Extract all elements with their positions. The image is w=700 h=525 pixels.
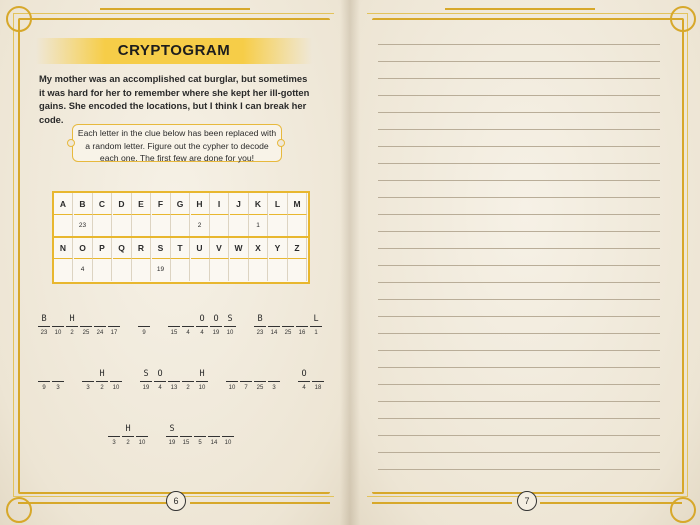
answer-letter: H (199, 369, 205, 379)
answer-line (196, 326, 208, 327)
letter-slot[interactable] (38, 368, 50, 400)
top-ornament-left (100, 8, 250, 20)
cipher-code-cell[interactable] (171, 215, 190, 237)
cipher-code-cell[interactable]: 4 (74, 259, 93, 281)
cipher-word (138, 313, 152, 347)
answer-letter (52, 368, 64, 380)
ruled-line[interactable] (378, 299, 660, 300)
ruled-line[interactable] (378, 469, 660, 470)
answer-line (38, 381, 50, 382)
code-number: 10 (226, 330, 234, 336)
code-number: 10 (228, 385, 236, 391)
code-number: 2 (100, 385, 104, 391)
ruled-line[interactable] (378, 163, 660, 164)
answer-line (122, 436, 134, 437)
answer-line (310, 326, 322, 327)
letter-slot[interactable] (166, 423, 178, 455)
cipher-key-table (52, 191, 310, 284)
answer-letter: L (313, 314, 319, 324)
letter-slot[interactable] (224, 313, 236, 345)
cipher-letter: N (54, 237, 73, 259)
answer-line (94, 326, 106, 327)
code-number: 16 (298, 330, 306, 336)
page-title: CRYPTOGRAM (117, 42, 231, 59)
letter-slot[interactable] (180, 423, 192, 455)
cipher-letter: X (249, 237, 268, 259)
notes-lines (378, 44, 660, 484)
answer-line (110, 381, 122, 382)
page-number-left: 6 (166, 491, 186, 511)
cipher-letter: M (288, 193, 307, 215)
answer-line (66, 326, 78, 327)
instructions-box (72, 124, 282, 162)
ruled-line[interactable] (378, 197, 660, 198)
bottom-ornament (372, 490, 512, 504)
corner-ornament (670, 6, 696, 32)
cipher-code-cell[interactable] (113, 259, 132, 281)
answer-letter: B (257, 314, 263, 324)
cipher-letter: E (132, 193, 151, 215)
corner-ornament (6, 6, 32, 32)
answer-line (296, 326, 308, 327)
ruled-line[interactable] (378, 282, 660, 283)
cipher-letter: R (132, 237, 151, 259)
cipher-code-cell[interactable] (54, 259, 73, 281)
letter-slot[interactable] (196, 313, 208, 345)
ruled-line[interactable] (378, 146, 660, 147)
answer-line (154, 381, 166, 382)
code-number: 3 (56, 385, 60, 391)
answer-line (96, 381, 108, 382)
cipher-code-cell[interactable] (210, 215, 229, 237)
cipher-letter: P (93, 237, 112, 259)
answer-line (180, 436, 192, 437)
cipher-code-cell[interactable] (269, 215, 288, 237)
cipher-letter: Y (269, 237, 288, 259)
cipher-code-cell[interactable] (152, 215, 171, 237)
answer-letter (180, 423, 192, 435)
ruled-line[interactable] (378, 112, 660, 113)
answer-line (240, 381, 252, 382)
code-number: 10 (198, 385, 206, 391)
answer-line (82, 381, 94, 382)
code-number: 9 (142, 330, 146, 336)
answer-line (136, 436, 148, 437)
answer-letter: O (213, 314, 219, 324)
answer-letter: H (125, 424, 131, 434)
ruled-line[interactable] (378, 367, 660, 368)
answer-letter (168, 368, 180, 380)
code-number: 23 (256, 330, 264, 336)
cipher-code-cell[interactable] (93, 259, 112, 281)
cipher-code-cell[interactable] (113, 215, 132, 237)
answer-letter (110, 368, 122, 380)
letter-slot[interactable] (296, 313, 308, 345)
answer-letter (38, 368, 50, 380)
code-number: 9 (42, 385, 46, 391)
code-number: 3 (112, 440, 116, 446)
answer-letter: O (301, 369, 307, 379)
title-banner (36, 38, 312, 64)
cipher-code-cell[interactable] (210, 259, 229, 281)
answer-letter (268, 313, 280, 325)
letter-slot[interactable] (168, 368, 180, 400)
answer-line (194, 436, 206, 437)
code-number: 7 (244, 385, 248, 391)
code-number: 19 (212, 330, 220, 336)
letter-slot[interactable] (96, 368, 108, 400)
letter-slot[interactable] (38, 313, 50, 345)
ruled-line[interactable] (378, 452, 660, 453)
answer-letter (182, 368, 194, 380)
cipher-code-cell[interactable] (288, 215, 307, 237)
letter-slot[interactable] (194, 423, 206, 455)
code-number: 3 (272, 385, 276, 391)
answer-letter: H (99, 369, 105, 379)
cipher-letter: V (210, 237, 229, 259)
ruled-line[interactable] (378, 129, 660, 130)
ruled-line[interactable] (378, 384, 660, 385)
answer-letter (182, 313, 194, 325)
cipher-letter: G (171, 193, 190, 215)
answer-letter (240, 368, 252, 380)
cipher-code-cell[interactable]: 2 (191, 215, 210, 237)
answer-letter (282, 313, 294, 325)
cipher-word (298, 368, 326, 402)
cipher-word (82, 368, 124, 402)
answer-line (182, 326, 194, 327)
answer-letter (222, 423, 234, 435)
cipher-letter: D (113, 193, 132, 215)
letter-slot[interactable] (310, 313, 322, 345)
bottom-ornament (190, 490, 330, 504)
cipher-word (140, 368, 210, 402)
cipher-code-cell[interactable] (249, 259, 268, 281)
code-number: 3 (86, 385, 90, 391)
code-number: 4 (158, 385, 162, 391)
code-number: 1 (314, 330, 318, 336)
answer-letter (108, 313, 120, 325)
answer-line (182, 381, 194, 382)
ruled-line[interactable] (378, 265, 660, 266)
cipher-letter: F (152, 193, 171, 215)
ruled-line[interactable] (378, 333, 660, 334)
ruled-line[interactable] (378, 401, 660, 402)
ruled-line[interactable] (378, 214, 660, 215)
code-number: 4 (186, 330, 190, 336)
ruled-line[interactable] (378, 418, 660, 419)
answer-letter (108, 423, 120, 435)
letter-slot[interactable] (108, 423, 120, 455)
answer-letter: S (169, 424, 175, 434)
code-number: 23 (40, 330, 48, 336)
bottom-ornament (540, 490, 682, 504)
ruled-line[interactable] (378, 61, 660, 62)
answer-line (254, 381, 266, 382)
letter-slot[interactable] (82, 368, 94, 400)
letter-slot[interactable] (52, 313, 64, 345)
answer-letter: S (227, 314, 233, 324)
answer-letter (208, 423, 220, 435)
code-number: 19 (142, 385, 150, 391)
cipher-code-cell[interactable]: 1 (249, 215, 268, 237)
answer-letter (80, 313, 92, 325)
letter-slot[interactable] (268, 368, 280, 400)
code-number: 25 (284, 330, 292, 336)
cipher-letter: B (74, 193, 93, 215)
answer-letter (296, 313, 308, 325)
answer-letter: H (69, 314, 75, 324)
cipher-letter: L (269, 193, 288, 215)
cipher-code-cell[interactable] (171, 259, 190, 281)
code-number: 10 (224, 440, 232, 446)
answer-line (222, 436, 234, 437)
cipher-word (168, 313, 238, 347)
letter-slot[interactable] (154, 368, 166, 400)
letter-slot[interactable] (182, 368, 194, 400)
answer-letter: B (41, 314, 47, 324)
code-number: 25 (82, 330, 90, 336)
instructions-notch (277, 139, 285, 147)
answer-line (312, 381, 324, 382)
answer-line (168, 381, 180, 382)
answer-line (254, 326, 266, 327)
cipher-letter: S (152, 237, 171, 259)
cipher-code-cell[interactable] (269, 259, 288, 281)
answer-line (268, 326, 280, 327)
cipher-word (254, 313, 324, 347)
answer-line (168, 326, 180, 327)
letter-slot[interactable] (222, 423, 234, 455)
cipher-letter: W (230, 237, 249, 259)
cipher-code-cell[interactable] (54, 215, 73, 237)
answer-line (52, 326, 64, 327)
answer-line (208, 436, 220, 437)
letter-slot[interactable] (240, 368, 252, 400)
code-number: 2 (70, 330, 74, 336)
letter-slot[interactable] (254, 368, 266, 400)
code-number: 2 (186, 385, 190, 391)
ruled-line[interactable] (378, 350, 660, 351)
cipher-letter: K (249, 193, 268, 215)
code-number: 19 (168, 440, 176, 446)
cipher-letter: Z (288, 237, 307, 259)
letter-slot[interactable] (136, 423, 148, 455)
code-number: 4 (302, 385, 306, 391)
cipher-letter: C (93, 193, 112, 215)
cipher-letter: O (74, 237, 93, 259)
cipher-letter: T (171, 237, 190, 259)
letter-slot[interactable] (168, 313, 180, 345)
cipher-code-cell[interactable]: 19 (152, 259, 171, 281)
answer-line (224, 326, 236, 327)
letter-slot[interactable] (66, 313, 78, 345)
cipher-letter: I (210, 193, 229, 215)
letter-slot[interactable] (282, 313, 294, 345)
cipher-table-divider (54, 236, 308, 238)
letter-slot[interactable] (94, 313, 106, 345)
letter-slot[interactable] (182, 313, 194, 345)
answer-letter: O (157, 369, 163, 379)
answer-line (282, 326, 294, 327)
letter-slot[interactable] (80, 313, 92, 345)
ruled-line[interactable] (378, 248, 660, 249)
answer-line (210, 326, 222, 327)
letter-slot[interactable] (110, 368, 122, 400)
letter-slot[interactable] (268, 313, 280, 345)
code-number: 10 (112, 385, 120, 391)
cipher-letter: U (191, 237, 210, 259)
code-number: 25 (256, 385, 264, 391)
letter-slot[interactable] (122, 423, 134, 455)
cipher-word (166, 423, 236, 457)
answer-line (38, 326, 50, 327)
answer-letter (312, 368, 324, 380)
instructions-text: Each letter in the clue below has been replaced with a random letter. Figure out the cypher to decode each one. The first few are done for you! (77, 128, 277, 163)
cipher-code-cell[interactable] (230, 215, 249, 237)
ruled-line[interactable] (378, 316, 660, 317)
answer-line (80, 326, 92, 327)
code-number: 2 (126, 440, 130, 446)
cipher-code-cell[interactable] (230, 259, 249, 281)
code-number: 15 (170, 330, 178, 336)
intro-text: My mother was an accomplished cat burglar, but sometimes it was hard for her to remember where she kept her ill-gotten gains. She encoded the locations, but I think I can break her code. (39, 73, 310, 125)
answer-line (298, 381, 310, 382)
code-number: 15 (182, 440, 190, 446)
bottom-ornament (18, 490, 168, 504)
cipher-code-cell[interactable] (288, 259, 307, 281)
letter-slot[interactable] (138, 313, 150, 345)
cipher-code-cell[interactable]: 23 (74, 215, 93, 237)
ruled-line[interactable] (378, 44, 660, 45)
answer-letter: S (143, 369, 149, 379)
answer-letter (52, 313, 64, 325)
code-number: 10 (54, 330, 62, 336)
cipher-word (226, 368, 282, 402)
code-number: 5 (198, 440, 202, 446)
answer-letter (168, 313, 180, 325)
cipher-word (38, 313, 122, 347)
answer-letter (138, 313, 150, 325)
cipher-word (38, 368, 66, 402)
answer-line (108, 326, 120, 327)
code-number: 17 (110, 330, 118, 336)
letter-slot[interactable] (52, 368, 64, 400)
cipher-letter: J (230, 193, 249, 215)
answer-line (196, 381, 208, 382)
answer-letter (254, 368, 266, 380)
cipher-code-cell[interactable] (132, 215, 151, 237)
cipher-code-cell[interactable] (93, 215, 112, 237)
letter-slot[interactable] (254, 313, 266, 345)
book-gutter (340, 0, 360, 525)
code-number: 18 (314, 385, 322, 391)
ruled-line[interactable] (378, 231, 660, 232)
cipher-letter: H (191, 193, 210, 215)
code-number: 10 (138, 440, 146, 446)
answer-letter (82, 368, 94, 380)
letter-slot[interactable] (210, 313, 222, 345)
answer-letter (226, 368, 238, 380)
answer-letter (194, 423, 206, 435)
answer-letter (94, 313, 106, 325)
ruled-line[interactable] (378, 180, 660, 181)
ruled-line[interactable] (378, 95, 660, 96)
answer-line (140, 381, 152, 382)
answer-letter (136, 423, 148, 435)
cipher-letter: Q (113, 237, 132, 259)
page-number-right: 7 (517, 491, 537, 511)
letter-slot[interactable] (196, 368, 208, 400)
letter-slot[interactable] (298, 368, 310, 400)
letter-slot[interactable] (226, 368, 238, 400)
answer-line (52, 381, 64, 382)
code-number: 24 (96, 330, 104, 336)
cipher-word (108, 423, 150, 457)
code-number: 4 (200, 330, 204, 336)
ruled-line[interactable] (378, 78, 660, 79)
cipher-code-cell[interactable] (132, 259, 151, 281)
letter-slot[interactable] (312, 368, 324, 400)
answer-line (268, 381, 280, 382)
cipher-code-cell[interactable] (191, 259, 210, 281)
letter-slot[interactable] (108, 313, 120, 345)
answer-line (138, 326, 150, 327)
answer-line (166, 436, 178, 437)
top-ornament-right (445, 8, 595, 20)
answer-letter (268, 368, 280, 380)
answer-line (226, 381, 238, 382)
code-number: 14 (270, 330, 278, 336)
cipher-letter: A (54, 193, 73, 215)
code-number: 13 (170, 385, 178, 391)
answer-line (108, 436, 120, 437)
ruled-line[interactable] (378, 435, 660, 436)
answer-letter: O (199, 314, 205, 324)
instructions-notch (67, 139, 75, 147)
letter-slot[interactable] (140, 368, 152, 400)
letter-slot[interactable] (208, 423, 220, 455)
code-number: 14 (210, 440, 218, 446)
